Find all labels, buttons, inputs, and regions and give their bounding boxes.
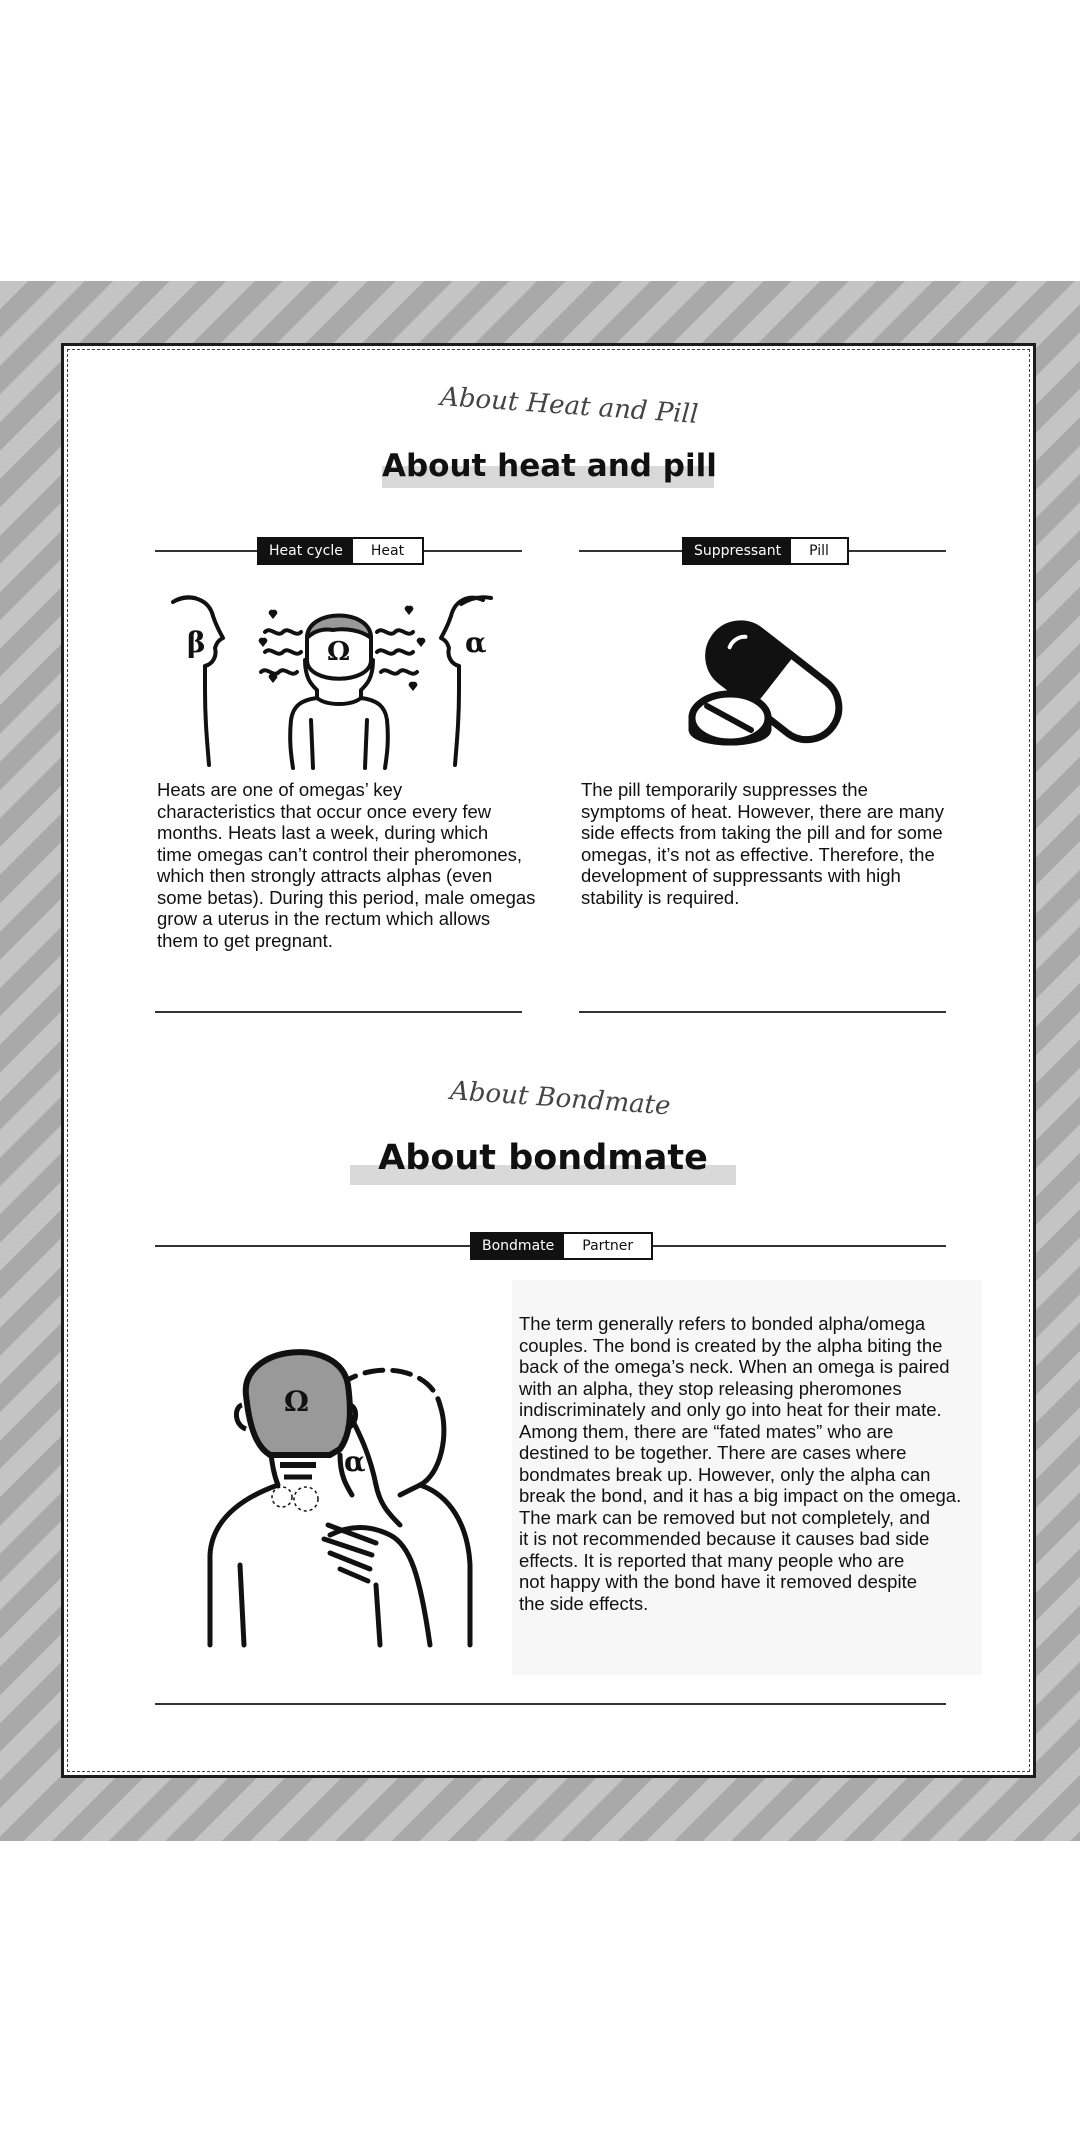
heat-section-title: About heat and pill: [382, 448, 717, 484]
text-line: months. Heats last a week, during which: [157, 822, 489, 843]
text-line: back of the omega’s neck. When an omega is paired: [519, 1356, 950, 1377]
text-line: couples. The bond is created by the alpha biting the: [519, 1334, 943, 1356]
text-line: the side effects.: [519, 1592, 649, 1614]
text-line: characteristics that occur once every few: [157, 800, 492, 822]
text-line: grow a uterus in the rectum which allows: [157, 908, 491, 929]
bond-omega-symbol: Ω: [284, 1385, 309, 1418]
suppressant-tag: [682, 537, 849, 565]
bondmate-tag: [470, 1232, 653, 1260]
heat-description: [157, 779, 537, 951]
text-line: The term generally refers to bonded alpha/omega: [519, 1313, 926, 1334]
pill-bottom-rule: [579, 1011, 946, 1013]
bond-bottom-rule: [155, 1703, 946, 1705]
heat-script-title: About Heat and Pill: [439, 382, 700, 430]
bond-script-title: About Bondmate: [449, 1076, 672, 1122]
beta-symbol: β: [187, 626, 206, 659]
text-line: time omegas can’t control their pheromones,: [157, 843, 523, 865]
pill-illustration: [685, 600, 845, 760]
text-line: Heats are one of omegas’ key: [157, 779, 403, 800]
text-line: them to get pregnant.: [157, 929, 333, 951]
text-line: bondmates break up. However, only the alpha can: [519, 1463, 931, 1485]
text-line: indiscriminately and only go into heat for their mate.: [519, 1399, 942, 1420]
text-line: The mark can be removed but not completely, and: [519, 1506, 930, 1528]
bond-tag-light: Partner: [582, 1238, 634, 1254]
pill-description: [581, 779, 961, 908]
text-line: it is not recommended because it causes bad side: [519, 1528, 930, 1549]
text-line: with an alpha, they stop releasing pheromones: [519, 1377, 902, 1399]
text-line: stability is required.: [581, 886, 740, 908]
heat-cycle-tag: [257, 537, 424, 565]
text-line: not happy with the bond have it removed despite: [519, 1571, 918, 1592]
text-line: Among them, there are “fated mates” who are: [519, 1420, 894, 1442]
bondmate-description: [519, 1313, 979, 1614]
bond-tag-dark: Bondmate: [472, 1234, 564, 1258]
text-line: omegas, it’s not as effective. Therefore, the: [581, 843, 935, 865]
text-line: which then strongly attracts alphas (even: [157, 865, 493, 886]
heat-bottom-rule: [155, 1011, 522, 1013]
text-line: symptoms of heat. However, there are many: [581, 800, 944, 822]
text-line: side effects from taking the pill and for some: [581, 822, 943, 843]
pill-tag-dark: Suppressant: [684, 539, 791, 563]
heat-tag-dark: Heat cycle: [259, 539, 353, 563]
bondmate-illustration: [200, 1325, 490, 1655]
omega-symbol: Ω: [327, 637, 351, 667]
text-line: break the bond, and it has a big impact on the omega.: [519, 1485, 962, 1506]
bond-section-title: About bondmate: [378, 1138, 708, 1178]
alpha-symbol: α: [465, 626, 487, 659]
text-line: effects. It is reported that many people who are: [519, 1549, 905, 1571]
text-line: some betas). During this period, male omegas: [157, 886, 536, 908]
pill-tag-light: Pill: [809, 543, 829, 559]
text-line: The pill temporarily suppresses the: [581, 779, 868, 800]
heat-tag-light: Heat: [370, 543, 405, 559]
text-line: development of suppressants with high: [581, 865, 901, 886]
bond-alpha-symbol: α: [344, 1445, 366, 1478]
text-line: destined to be together. There are cases where: [519, 1442, 907, 1463]
heat-illustration: [165, 590, 505, 770]
